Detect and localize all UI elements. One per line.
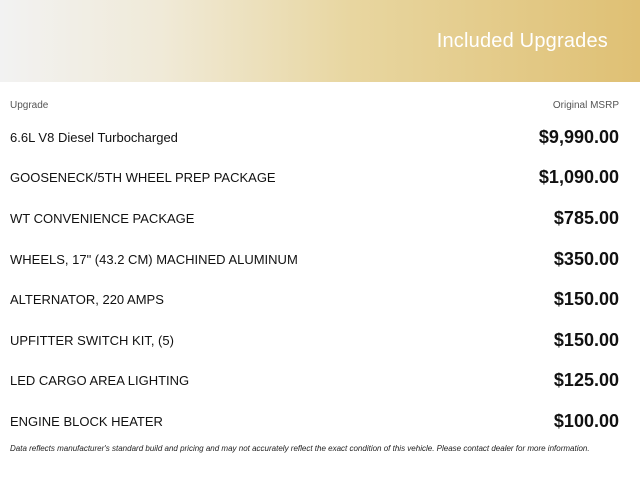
- column-headers: [0, 82, 640, 111]
- upgrade-price: $100.00: [553, 410, 619, 431]
- upgrade-name: UPFITTER SWITCH KIT, (5): [10, 332, 174, 348]
- upgrade-price: $350.00: [553, 248, 619, 269]
- upgrade-price: $125.00: [553, 370, 619, 391]
- list-item: [0, 158, 640, 199]
- list-item: [0, 239, 640, 280]
- upgrade-name: WHEELS, 17" (43.2 CM) MACHINED ALUMINUM: [10, 251, 298, 267]
- upgrade-name: GOOSENECK/5TH WHEEL PREP PACKAGE: [10, 170, 276, 186]
- upgrade-column-header: Upgrade: [10, 100, 49, 111]
- upgrades-list: [0, 117, 640, 442]
- upgrade-name: LED CARGO AREA LIGHTING: [10, 373, 190, 389]
- upgrade-price: $785.00: [553, 207, 619, 228]
- list-item: [0, 361, 640, 402]
- list-item: [0, 279, 640, 320]
- upgrade-name: ENGINE BLOCK HEATER: [10, 413, 163, 429]
- upgrade-price: $150.00: [553, 329, 619, 350]
- upgrade-price: $9,990.00: [538, 126, 619, 147]
- msrp-column-header: Original MSRP: [552, 100, 619, 111]
- list-item: [0, 401, 640, 442]
- upgrade-name: WT CONVENIENCE PACKAGE: [10, 210, 195, 226]
- upgrade-name: 6.6L V8 Diesel Turbocharged: [10, 129, 178, 145]
- upgrade-price: $1,090.00: [538, 167, 619, 188]
- upgrade-price: $150.00: [553, 289, 619, 310]
- list-item: [0, 117, 640, 158]
- upgrades-header: [0, 0, 640, 82]
- disclaimer-text: Data reflects manufacturer's standard build and pricing and may not accurately reflect the exact condition of this vehicle. Please contact dealer for more information.: [10, 443, 590, 453]
- list-item: [0, 198, 640, 239]
- page-title: Included Upgrades: [436, 30, 608, 52]
- upgrade-name: ALTERNATOR, 220 AMPS: [10, 292, 164, 308]
- list-item: [0, 320, 640, 361]
